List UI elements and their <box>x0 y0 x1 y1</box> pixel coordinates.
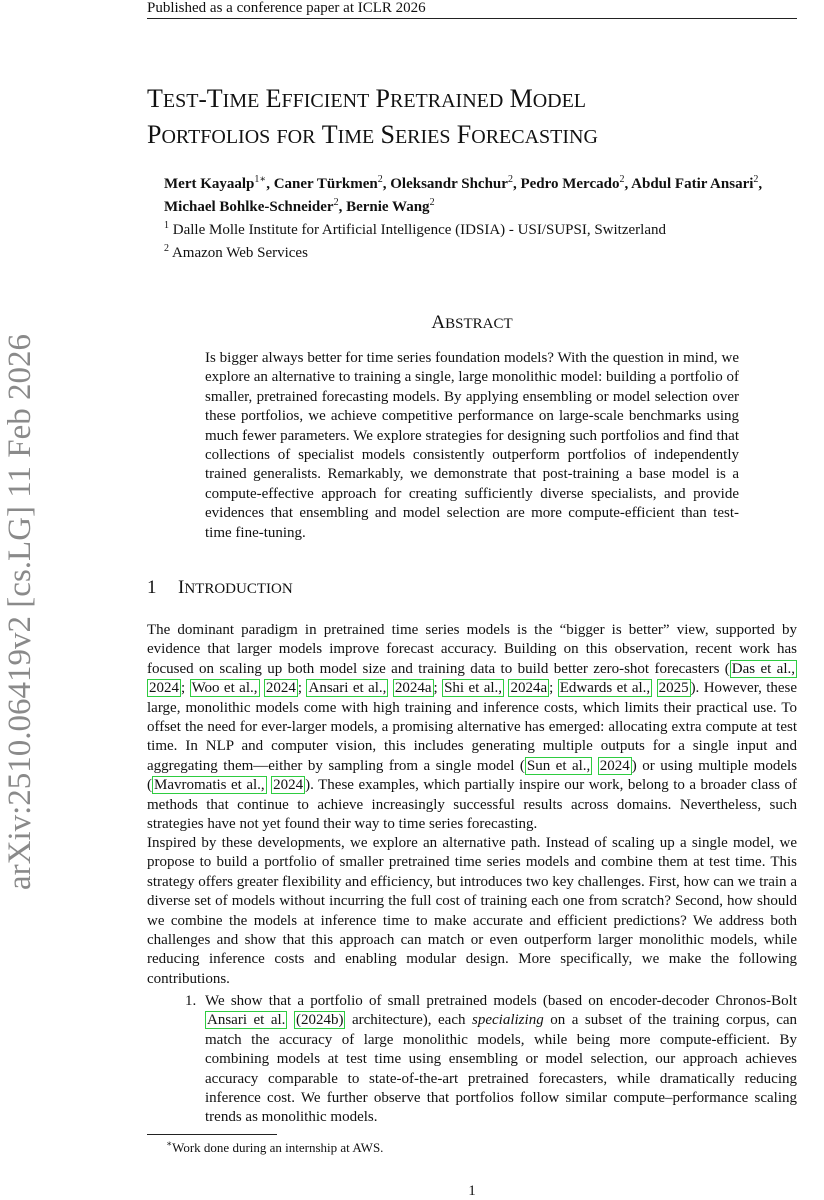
citation-link[interactable]: Ansari et al. <box>207 1012 286 1029</box>
author-name: Abdul Fatir Ansari <box>631 176 754 192</box>
affiliation-1: $^1$ Dalle Molle Institute for Artificial Intelligence (IDSIA) - USI/SUPSI, Switzerland <box>164 220 666 238</box>
author-name: Oleksandr Shchur <box>390 176 508 192</box>
citation-link[interactable]: Mavromatis et al., <box>154 777 265 794</box>
paper-title <box>147 82 797 154</box>
abstract-body: Is bigger always better for time series foundation models? With the question in mind, we explore an alternative to training a single, large monolithic model: building a portfolio of smaller, pretrained forecasting models. By applying ensembling or model selection over these portfolios, we achieve competitive performance on large-scale benchmarks using much fewer parameters. We explore strategies for designing such portfolios and find that collections of specialist models consistently outperform portfolios of independently trained generalists. Remarkably, we demonstrate that post-training a base model is a compute-effective approach for creating sufficiently diverse specialists, and provide evidences that ensembling and model selection are more compute-efficient than test-time fine-tuning. <box>205 350 739 541</box>
author-name: Caner Türkmen <box>273 176 378 192</box>
citation-link[interactable]: Edwards et al., <box>559 680 651 697</box>
citation-link[interactable]: 2024a <box>510 680 548 697</box>
author-name: Michael Bohlke-Schneider <box>164 199 334 215</box>
author-affiliation-mark: 2 <box>429 197 435 208</box>
citation-link[interactable]: 2024 <box>265 680 296 697</box>
citation-link[interactable]: Sun et al., <box>526 757 591 774</box>
author-name: Mert Kayaalp <box>164 176 255 192</box>
citation-link[interactable]: 2025 <box>658 680 689 697</box>
author-affiliation-mark: 2 <box>377 174 383 185</box>
arxiv-stamp-text: arXiv:2510.06419v2 [cs.LG] 11 Feb 2026 <box>2 333 38 890</box>
author-affiliation-mark: 2 <box>507 174 513 185</box>
citation-link[interactable]: Shi et al., <box>444 680 503 697</box>
running-header: Published as a conference paper at ICLR 2026 <box>147 0 426 16</box>
author-name: Pedro Mercado <box>520 176 620 192</box>
citation-link[interactable]: Ansari et al., <box>308 680 387 697</box>
author-affiliation-mark: 2 <box>333 197 339 208</box>
citation-link[interactable]: 2024 <box>273 777 304 794</box>
citation-link[interactable]: Woo et al., <box>191 680 258 697</box>
section-number: 1 <box>147 577 157 598</box>
list-number: 1. <box>185 993 197 1009</box>
author-list: Mert Kayaalp$^{1∗}$, Caner Türkmen$^2$, Oleksandr Shchur$^2$, Pedro Mercado$^2$, Abdul Fatir Ansari$^2$, Michael Bohlke-Schneider$^2$, Bernie Wang$^2$ <box>164 174 763 215</box>
title-line-2: PORTFOLIOS FOR TIME SERIES FORECASTING <box>147 120 598 149</box>
intro-paragraph-1: The dominant paradigm in pretrained time series models is the “bigger is better” view, supported by evidence that larger models improve forecast accuracy. Building on this observation, recent work has focused on scaling up both model size and training data to build better zero-shot forecasters ( Das et al., 2024 ; Woo et al., 2024 ; Ansari et al., 2024a ; Shi et al., 2024a ; Edwards et al., 2025 ). However, these large, monolithic models come with high training and inference costs, which limits their practical use. To offset the need for ever-larger models, a promising alternative has emerged: allocating extra compute at test time. In NLP and computer vision, this includes generating multiple outputs for a single input and aggregating them—either by sampling from a single model ( Sun et al., 2024 ) or using multiple models ( Mavromatis et al., 2024 ). These examples, which partially inspire our work, belong to a broader class of methods that continue to achieve increasingly successful results across domains. Nevertheless, such strategies have not yet found their way to time series forecasting. <box>147 622 798 833</box>
citation-link[interactable]: 2024 <box>599 757 630 774</box>
list-item-text: We show that a portfolio of small pretrained models (based on encoder-decoder Chronos-Bolt Ansari et al. (2024b) architecture), each specializing on a subset of the training corpus, can match the accuracy of large monolithic models, while being more compute-efficient. By combining models at test time using ensembling or model selection, our approach achieves accuracy comparable to state-of-the-art pretrained forecasters, while dramatically reducing inference cost. We further observe that portfolios follow similar compute–performance scaling trends as monolithic models. <box>205 993 798 1126</box>
abstract-heading: ABSTRACT <box>431 312 513 333</box>
header-rule <box>147 18 797 19</box>
footnote-rule <box>147 1134 277 1135</box>
footnote: ∗Work done during an internship at AWS. <box>166 1138 384 1155</box>
affiliation-2: $^2$ Amazon Web Services <box>164 243 308 261</box>
citation-link[interactable]: 2024a <box>394 680 432 697</box>
page-number: 1 <box>468 1183 476 1199</box>
citation-link[interactable]: 2024 <box>149 680 179 697</box>
section-heading-introduction: 1 INTRODUCTION <box>147 577 293 598</box>
arxiv-stamp <box>2 320 38 890</box>
citation-link[interactable]: Das et al., <box>731 660 796 677</box>
author-affiliation-mark: 1∗ <box>254 174 267 185</box>
title-line-1: TEST-TIME EFFICIENT PRETRAINED MODEL <box>147 84 587 113</box>
author-affiliation-mark: 2 <box>753 174 759 185</box>
citation-link[interactable]: (2024b) <box>295 1012 344 1029</box>
contribution-list-item <box>185 992 797 1128</box>
intro-paragraph-2: Inspired by these developments, we explore an alternative path. Instead of scaling up a single model, we propose to build a portfolio of smaller pretrained time series models and combine them at test time. This strategy offers greater flexibility and efficiency, but introduces two key challenges. First, how can we train a diverse set of models without incurring the full cost of training each one from scratch? Second, how should we combine the models at inference time to make accurate and efficient predictions? We address both challenges and show that this approach can match or even outperform larger monolithic models, while reducing inference costs and enabling modular design. More specifically, we make the following contributions. <box>147 835 797 987</box>
author-affiliation-mark: 2 <box>619 174 625 185</box>
author-name: Bernie Wang <box>346 199 430 215</box>
